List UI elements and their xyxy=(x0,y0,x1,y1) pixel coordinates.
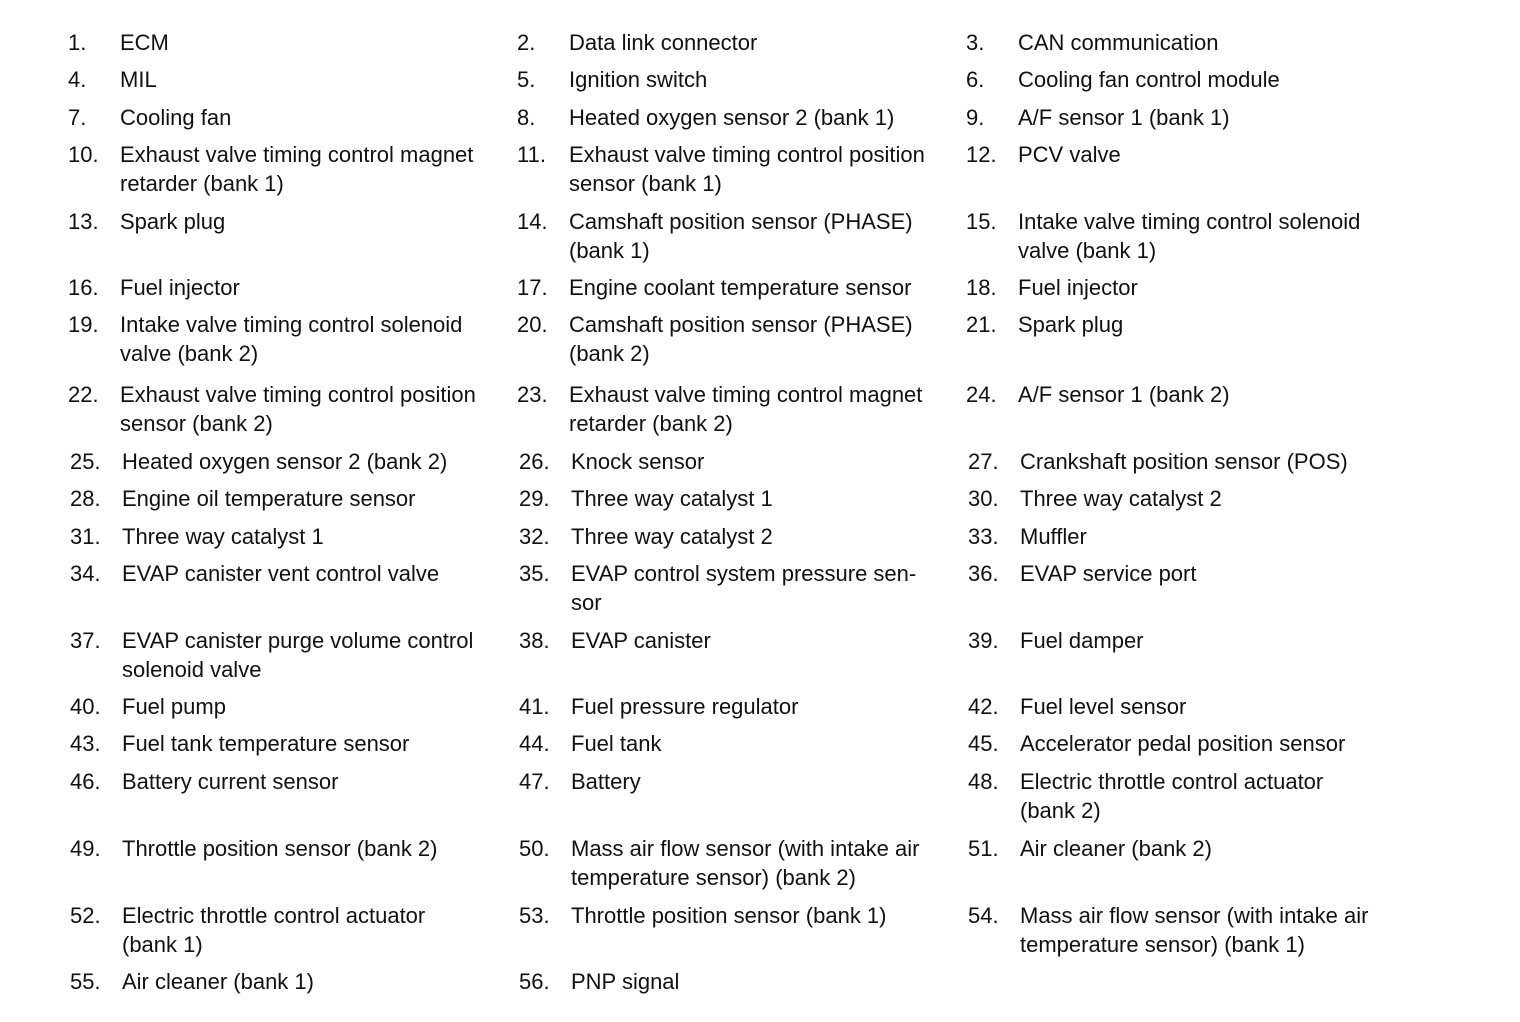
legend-item-number: 47. xyxy=(519,769,550,794)
legend-item-label-line: EVAP canister purge volume control xyxy=(122,628,474,653)
legend-item-number: 33. xyxy=(968,524,999,549)
legend-item-number: 45. xyxy=(968,731,999,756)
legend-item-number: 10. xyxy=(68,142,99,167)
legend-item-number: 12. xyxy=(966,142,997,167)
legend-item-number: 21. xyxy=(966,312,997,337)
legend-item-number: 16. xyxy=(68,275,99,300)
legend-item-label xyxy=(571,967,961,996)
legend-item-label xyxy=(122,692,512,721)
legend-item-number: 54. xyxy=(968,903,999,928)
legend-item-label xyxy=(571,626,961,655)
legend-item-number: 25. xyxy=(70,449,101,474)
legend-item-label xyxy=(120,140,510,198)
legend-item-label-line: Fuel tank temperature sensor xyxy=(122,731,410,756)
legend-item-number: 15. xyxy=(966,209,997,234)
legend-item-number: 13. xyxy=(68,209,99,234)
legend-item-label-line: Engine coolant temperature sensor xyxy=(569,275,912,300)
legend-item-label-line: Data link connector xyxy=(569,30,758,55)
legend-item-label-line: Three way catalyst 2 xyxy=(571,524,773,549)
legend-item-number: 7. xyxy=(68,105,87,130)
legend-item-label-line: valve (bank 1) xyxy=(1018,238,1157,263)
legend-item-number: 1. xyxy=(68,30,87,55)
legend-item-label xyxy=(122,967,512,996)
legend-item-label xyxy=(1020,901,1410,959)
legend-item-label xyxy=(122,522,512,551)
legend-item-number: 17. xyxy=(517,275,548,300)
legend-item-label-line: Fuel injector xyxy=(120,275,240,300)
legend-item-label-line: valve (bank 2) xyxy=(120,341,259,366)
legend-item-label xyxy=(120,28,510,57)
legend-item-number: 51. xyxy=(968,836,999,861)
legend-item-number: 38. xyxy=(519,628,550,653)
legend-item-number: 50. xyxy=(519,836,550,861)
legend-item-label xyxy=(571,522,961,551)
legend-item-number: 22. xyxy=(68,382,99,407)
legend-item-label xyxy=(569,28,959,57)
legend-item-number: 5. xyxy=(517,67,536,92)
legend-item-label xyxy=(569,207,959,265)
legend-item-label-line: Air cleaner (bank 1) xyxy=(122,969,314,994)
legend-item-label xyxy=(122,559,512,588)
legend-item-number: 46. xyxy=(70,769,101,794)
legend-item-label xyxy=(1018,207,1408,265)
legend-item-label-line: (bank 2) xyxy=(1020,798,1101,823)
legend-item-label xyxy=(571,729,961,758)
legend-item-label xyxy=(1018,65,1408,94)
legend-item-number: 35. xyxy=(519,561,550,586)
legend-item-label-line: PNP signal xyxy=(571,969,680,994)
legend-item-label xyxy=(120,273,510,302)
legend-item-label xyxy=(1020,559,1410,588)
legend-item-label-line: Three way catalyst 1 xyxy=(571,486,773,511)
legend-item-number: 30. xyxy=(968,486,999,511)
legend-item-number: 31. xyxy=(70,524,101,549)
legend-item-label-line: Three way catalyst 2 xyxy=(1020,486,1222,511)
legend-item-label xyxy=(120,380,510,438)
legend-item-label xyxy=(120,65,510,94)
legend-item-number: 29. xyxy=(519,486,550,511)
legend-item-number: 19. xyxy=(68,312,99,337)
legend-item-label-line: Intake valve timing control solenoid xyxy=(1018,209,1361,234)
legend-item-label-line: Ignition switch xyxy=(569,67,708,92)
legend-item-number: 4. xyxy=(68,67,87,92)
legend-item-label-line: Intake valve timing control solenoid xyxy=(120,312,463,337)
legend-item-label-line: sensor (bank 2) xyxy=(120,411,273,436)
legend-item-label-line: Accelerator pedal position sensor xyxy=(1020,731,1346,756)
legend-item-label-line: EVAP canister xyxy=(571,628,711,653)
legend-item-label-line: ECM xyxy=(120,30,169,55)
legend-item-label xyxy=(1018,310,1408,339)
legend-item-label xyxy=(1020,692,1410,721)
legend-item-number: 44. xyxy=(519,731,550,756)
legend-item-number: 52. xyxy=(70,903,101,928)
legend-item-label-line: Battery current sensor xyxy=(122,769,339,794)
legend-item-label-line: Exhaust valve timing control magnet xyxy=(569,382,923,407)
legend-item-label-line: Camshaft position sensor (PHASE) xyxy=(569,312,913,337)
legend-item-label-line: Fuel level sensor xyxy=(1020,694,1187,719)
legend-item-label xyxy=(569,65,959,94)
legend-item-label xyxy=(571,767,961,796)
legend-item-label-line: EVAP canister vent control valve xyxy=(122,561,440,586)
legend-item-label-line: CAN communication xyxy=(1018,30,1219,55)
legend-item-label xyxy=(571,834,961,892)
legend-item-label xyxy=(1020,834,1410,863)
legend-item-label-line: Fuel pump xyxy=(122,694,226,719)
legend-item-label-line: Throttle position sensor (bank 1) xyxy=(571,903,887,928)
legend-item-label-line: (bank 2) xyxy=(569,341,650,366)
legend-item-label xyxy=(571,447,961,476)
legend-item-label-line: Air cleaner (bank 2) xyxy=(1020,836,1212,861)
legend-item-number: 18. xyxy=(966,275,997,300)
legend-item-label xyxy=(1020,484,1410,513)
legend-item-label xyxy=(1020,626,1410,655)
legend-item-label xyxy=(569,273,959,302)
legend-item-label xyxy=(571,901,961,930)
legend-item-label-line: Spark plug xyxy=(1018,312,1124,337)
legend-item-label-line: sensor (bank 1) xyxy=(569,171,722,196)
legend-item-label-line: temperature sensor) (bank 2) xyxy=(571,865,856,890)
legend-item-label-line: retarder (bank 1) xyxy=(120,171,284,196)
legend-item-label-line: solenoid valve xyxy=(122,657,262,682)
legend-item-label xyxy=(1020,447,1410,476)
legend-item-number: 39. xyxy=(968,628,999,653)
legend-item-label xyxy=(122,729,512,758)
legend-item-label-line: (bank 1) xyxy=(122,932,203,957)
legend-item-label xyxy=(569,310,959,368)
legend-item-label-line: sor xyxy=(571,590,602,615)
legend-item-label-line: Electric throttle control actuator xyxy=(1020,769,1324,794)
legend-item-label-line: Exhaust valve timing control position xyxy=(569,142,925,167)
legend-item-label xyxy=(120,103,510,132)
legend-item-label-line: Fuel tank xyxy=(571,731,662,756)
legend-item-number: 26. xyxy=(519,449,550,474)
legend-item-label-line: Exhaust valve timing control magnet xyxy=(120,142,474,167)
legend-item-number: 27. xyxy=(968,449,999,474)
legend-item-number: 55. xyxy=(70,969,101,994)
legend-item-label-line: Engine oil temperature sensor xyxy=(122,486,416,511)
legend-item-number: 14. xyxy=(517,209,548,234)
legend-item-label xyxy=(1018,273,1408,302)
legend-item-label xyxy=(122,626,512,684)
legend-item-label-line: Crankshaft position sensor (POS) xyxy=(1020,449,1348,474)
legend-item-label xyxy=(122,484,512,513)
legend-item-number: 56. xyxy=(519,969,550,994)
legend-item-number: 11. xyxy=(517,142,546,167)
legend-item-label xyxy=(569,103,959,132)
legend-item-number: 3. xyxy=(966,30,985,55)
legend-item-label-line: A/F sensor 1 (bank 2) xyxy=(1018,382,1230,407)
legend-item-number: 43. xyxy=(70,731,101,756)
legend-item-label xyxy=(1020,729,1410,758)
legend-item-label xyxy=(1020,522,1410,551)
legend-item-label xyxy=(120,207,510,236)
legend-item-number: 34. xyxy=(70,561,101,586)
legend-item-label xyxy=(122,767,512,796)
legend-item-label-line: A/F sensor 1 (bank 1) xyxy=(1018,105,1230,130)
legend-item-label xyxy=(122,447,512,476)
legend-item-number: 49. xyxy=(70,836,101,861)
legend-item-label xyxy=(1020,767,1410,825)
legend-item-label xyxy=(1018,380,1408,409)
legend-item-label xyxy=(1018,140,1408,169)
legend-item-number: 42. xyxy=(968,694,999,719)
legend-item-label-line: Cooling fan control module xyxy=(1018,67,1280,92)
legend-item-label-line: Heated oxygen sensor 2 (bank 1) xyxy=(569,105,895,130)
legend-item-label-line: Knock sensor xyxy=(571,449,705,474)
legend-item-label-line: Mass air flow sensor (with intake air xyxy=(1020,903,1369,928)
legend-item-label xyxy=(122,834,512,863)
legend-item-number: 20. xyxy=(517,312,548,337)
legend-item-label-line: EVAP control system pressure sen- xyxy=(571,561,917,586)
legend-item-number: 40. xyxy=(70,694,101,719)
legend-item-number: 37. xyxy=(70,628,101,653)
legend-item-number: 24. xyxy=(966,382,997,407)
legend-item-label xyxy=(122,901,512,959)
legend-item-label xyxy=(120,310,510,368)
legend-item-label-line: Fuel injector xyxy=(1018,275,1138,300)
legend-item-label-line: Heated oxygen sensor 2 (bank 2) xyxy=(122,449,448,474)
legend-item-label-line: Fuel pressure regulator xyxy=(571,694,799,719)
legend-item-number: 8. xyxy=(517,105,536,130)
legend-item-number: 32. xyxy=(519,524,550,549)
legend-item-label-line: Cooling fan xyxy=(120,105,232,130)
legend-item-number: 53. xyxy=(519,903,550,928)
legend-item-label-line: Three way catalyst 1 xyxy=(122,524,324,549)
legend-item-number: 2. xyxy=(517,30,536,55)
legend-item-label xyxy=(569,380,959,438)
legend-item-number: 9. xyxy=(966,105,985,130)
legend-item-label-line: Spark plug xyxy=(120,209,226,234)
legend-item-label xyxy=(571,559,961,617)
legend-item-label-line: PCV valve xyxy=(1018,142,1121,167)
legend-item-label-line: Electric throttle control actuator xyxy=(122,903,426,928)
legend-item-number: 48. xyxy=(968,769,999,794)
legend-item-label-line: Fuel damper xyxy=(1020,628,1144,653)
legend-item-label-line: temperature sensor) (bank 1) xyxy=(1020,932,1305,957)
legend-item-number: 6. xyxy=(966,67,985,92)
legend-item-label-line: retarder (bank 2) xyxy=(569,411,733,436)
legend-item-label-line: Battery xyxy=(571,769,641,794)
legend-item-number: 23. xyxy=(517,382,548,407)
legend-item-label-line: Camshaft position sensor (PHASE) xyxy=(569,209,913,234)
legend-item-number: 28. xyxy=(70,486,101,511)
legend-item-label xyxy=(571,484,961,513)
legend-item-label-line: MIL xyxy=(120,67,157,92)
legend-item-label xyxy=(569,140,959,198)
legend-item-label xyxy=(571,692,961,721)
legend-item-label-line: (bank 1) xyxy=(569,238,650,263)
legend-item-label-line: Muffler xyxy=(1020,524,1087,549)
legend-item-label-line: EVAP service port xyxy=(1020,561,1197,586)
legend-item-label-line: Exhaust valve timing control position xyxy=(120,382,476,407)
legend-item-label-line: Throttle position sensor (bank 2) xyxy=(122,836,438,861)
legend-item-label-line: Mass air flow sensor (with intake air xyxy=(571,836,920,861)
legend-item-label xyxy=(1018,103,1408,132)
legend-item-number: 41. xyxy=(519,694,550,719)
legend-item-label xyxy=(1018,28,1408,57)
legend-item-number: 36. xyxy=(968,561,999,586)
